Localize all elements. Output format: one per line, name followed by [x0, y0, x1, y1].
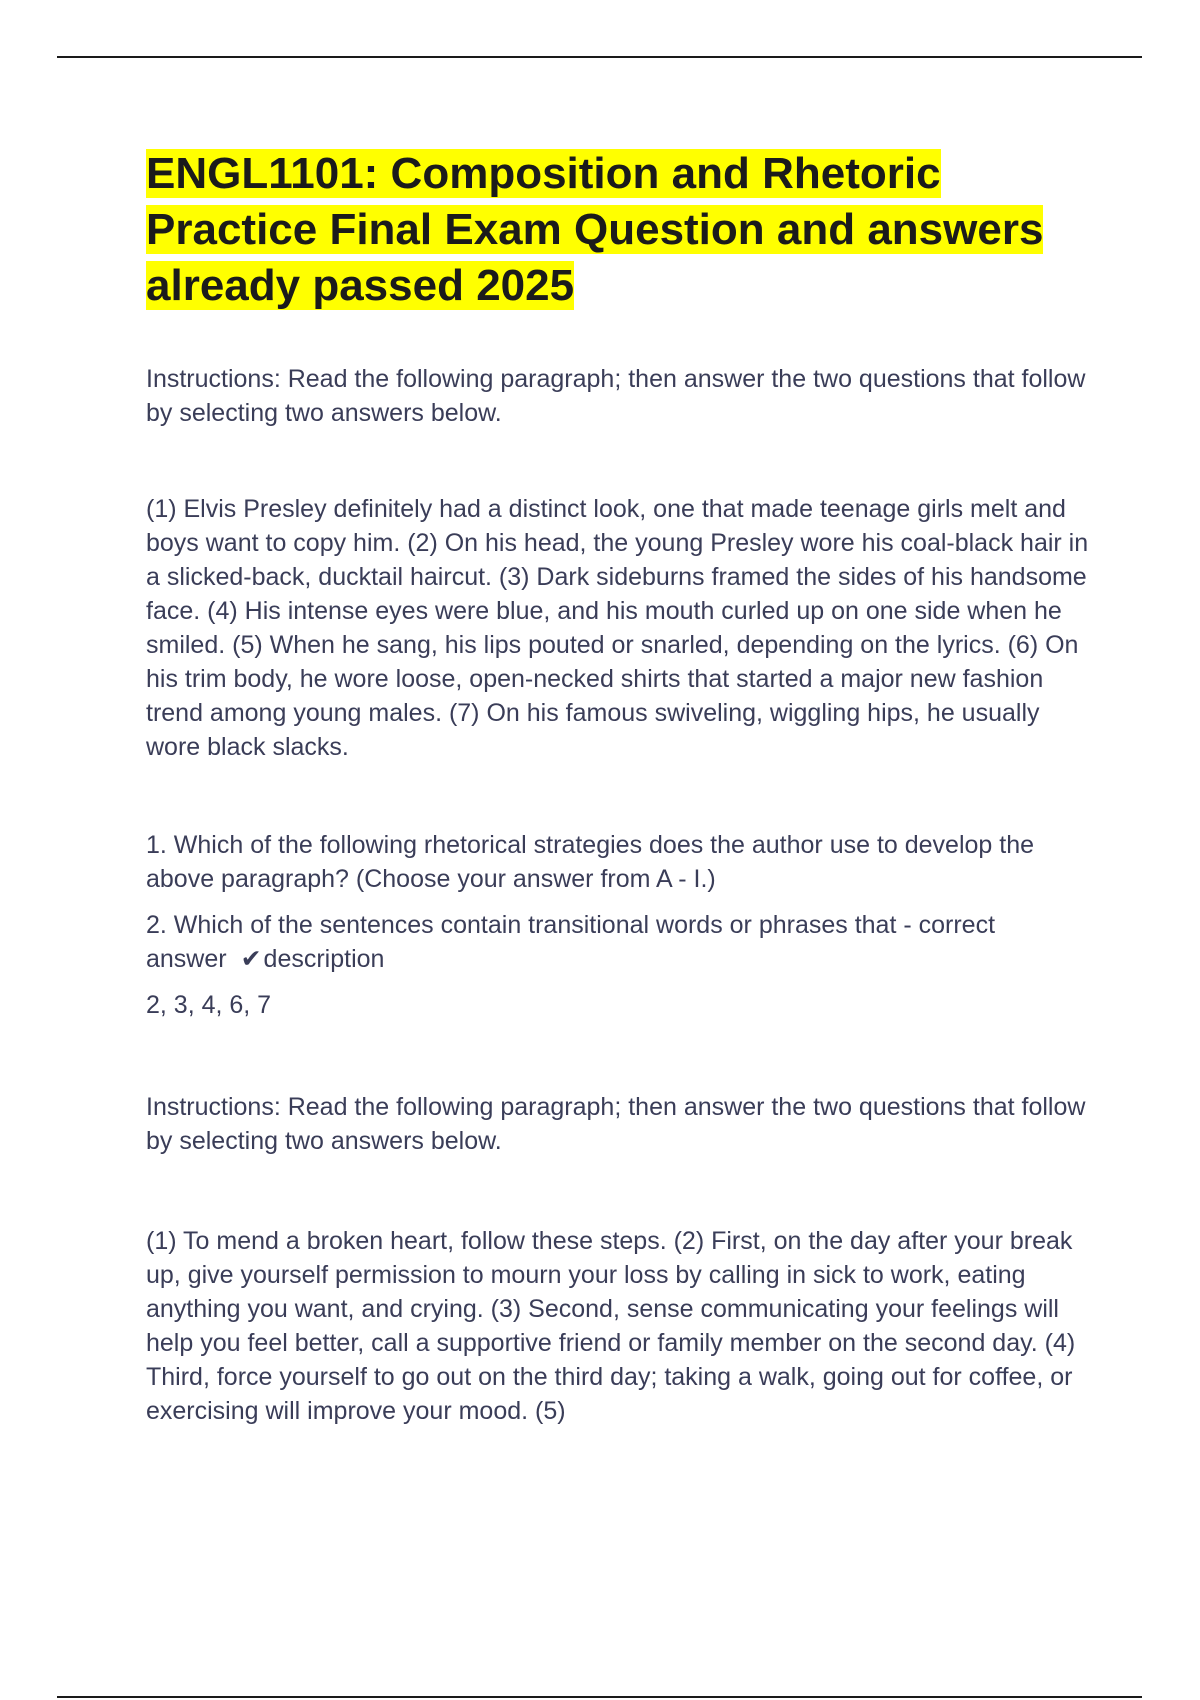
top-divider [57, 56, 1142, 58]
document-title [146, 146, 1096, 314]
document-body [146, 146, 1096, 1428]
reading-passage-1: (1) Elvis Presley definitely had a distinct look, one that made teenage girls melt and boys want to copy him. (2) On his head, the young Presley wore his coal-black hair in a slicked-back, ducktail haircut. (3) Dark sideburns framed the sides of his handsome face. (4) His intense eyes were blue, and his mouth curled up on one side when he smiled. (5) When he sang, his lips pouted or snarled, depending on the lyrics. (6) On his trim body, he wore loose, open-necked shirts that started a major new fashion trend among young males. (7) On his famous swiveling, wiggling hips, he usually wore black slacks. [146, 495, 1089, 761]
question-2-text: 2. Which of the sentences contain transitional words or phrases that - correct answer [146, 911, 996, 973]
bottom-divider [57, 1696, 1142, 1698]
instructions-paragraph-1: Instructions: Read the following paragraph; then answer the two questions that follow by selecting two answers below. [146, 365, 1086, 427]
checkmark-icon: ✔ [240, 945, 262, 973]
question-1: 1. Which of the following rhetorical strategies does the author use to develop the above paragraph? (Choose your answer from A - I.) [146, 831, 1035, 893]
answer-1: 2, 3, 4, 6, 7 [146, 991, 272, 1019]
title-highlight: ENGL1101: Composition and Rhetoric Practice Final Exam Question and answers already passed 2025 [146, 149, 1044, 310]
question-2 [146, 908, 1096, 976]
reading-passage-2: (1) To mend a broken heart, follow these steps. (2) First, on the day after your break up, give yourself permission to mourn your loss by calling in sick to work, eating anything you want, and crying. (3) Second, sense communicating your feelings will help you feel better, call a supportive friend or family member on the second day. (4) Third, force yourself to go out on the third day; taking a walk, going out for coffee, or exercising will improve your mood. (5) [146, 1227, 1076, 1425]
instructions-paragraph-2: Instructions: Read the following paragraph; then answer the two questions that follow by selecting two answers below. [146, 1093, 1086, 1155]
question-2-answer: description [263, 945, 385, 973]
